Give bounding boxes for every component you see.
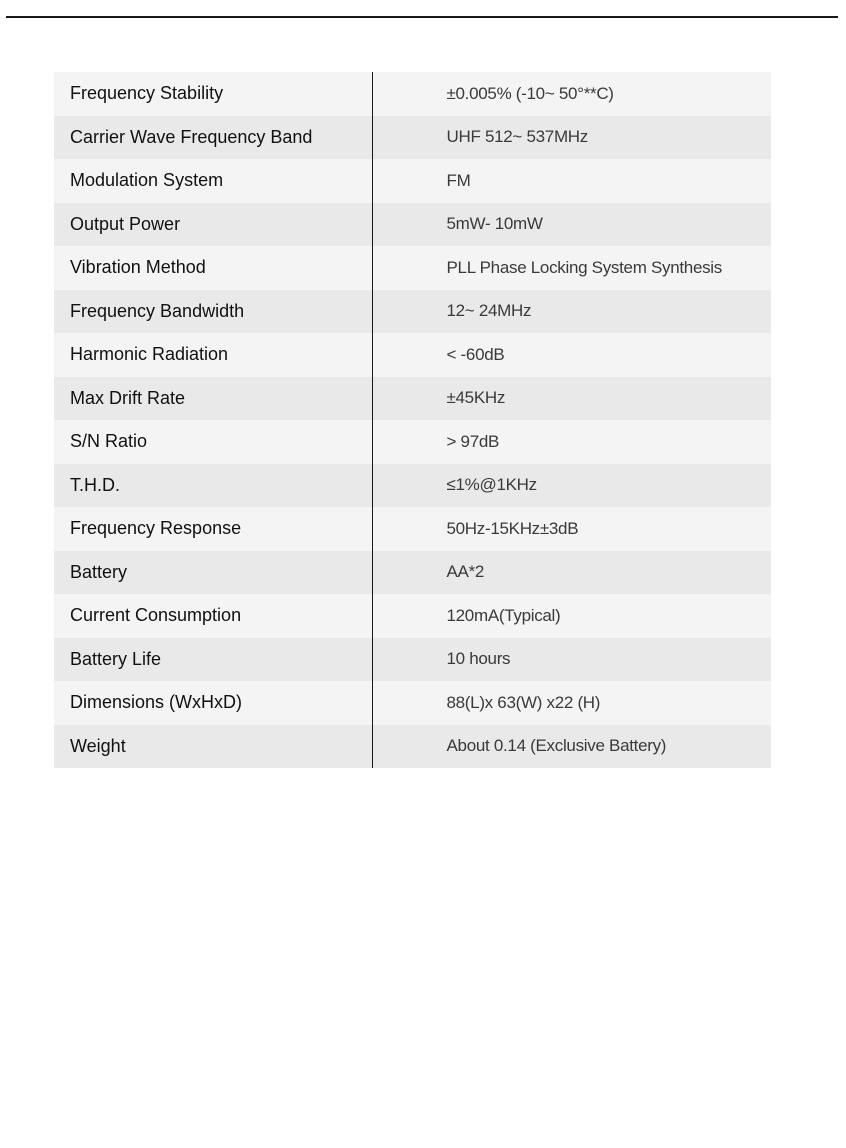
spec-value: 12~ 24MHz (446, 301, 532, 321)
spec-label: S/N Ratio (54, 420, 372, 464)
spec-row (54, 638, 771, 682)
spec-row (54, 159, 771, 203)
spec-label: Frequency Bandwidth (54, 290, 372, 334)
spec-row (54, 246, 771, 290)
spec-value: About 0.14 (Exclusive Battery) (446, 736, 667, 756)
spec-value: UHF 512~ 537MHz (446, 127, 588, 147)
spec-row (54, 725, 771, 769)
spec-label: Vibration Method (54, 246, 372, 290)
spec-row (54, 377, 771, 421)
spec-row (54, 551, 771, 595)
spec-row (54, 594, 771, 638)
spec-label: Frequency Response (54, 507, 372, 551)
spec-label: Output Power (54, 203, 372, 247)
spec-label: Carrier Wave Frequency Band (54, 116, 372, 160)
spec-row (54, 681, 771, 725)
spec-value: ≤1%@1KHz (446, 475, 537, 495)
spec-label: Current Consumption (54, 594, 372, 638)
spec-label: Dimensions (WxHxD) (54, 681, 372, 725)
spec-value: 10 hours (446, 649, 511, 669)
spec-label: Frequency Stability (54, 72, 372, 116)
spec-label: Battery (54, 551, 372, 595)
top-divider (6, 16, 838, 18)
spec-value: ±0.005% (-10~ 50°**C) (446, 83, 614, 103)
spec-value: 88(L)x 63(W) x22 (H) (446, 692, 601, 712)
spec-value: ±45KHz (446, 388, 506, 408)
spec-label: Max Drift Rate (54, 377, 372, 421)
spec-row (54, 507, 771, 551)
spec-row (54, 333, 771, 377)
spec-row (54, 420, 771, 464)
spec-label: Weight (54, 725, 372, 769)
spec-label: Harmonic Radiation (54, 333, 372, 377)
spec-value: 5mW- 10mW (446, 214, 543, 234)
spec-table (54, 72, 771, 768)
spec-label: Battery Life (54, 638, 372, 682)
spec-value: AA*2 (446, 562, 485, 582)
spec-row (54, 203, 771, 247)
spec-row (54, 290, 771, 334)
spec-label: T.H.D. (54, 464, 372, 508)
spec-value: < -60dB (446, 344, 505, 364)
spec-value: 50Hz-15KHz±3dB (446, 518, 579, 538)
spec-row (54, 116, 771, 160)
spec-row (54, 464, 771, 508)
spec-value: > 97dB (446, 431, 500, 451)
spec-label: Modulation System (54, 159, 372, 203)
spec-value: PLL Phase Locking System Synthesis (446, 257, 722, 277)
spec-value: 120mA(Typical) (446, 605, 561, 625)
spec-value: FM (446, 170, 471, 190)
spec-row (54, 72, 771, 116)
